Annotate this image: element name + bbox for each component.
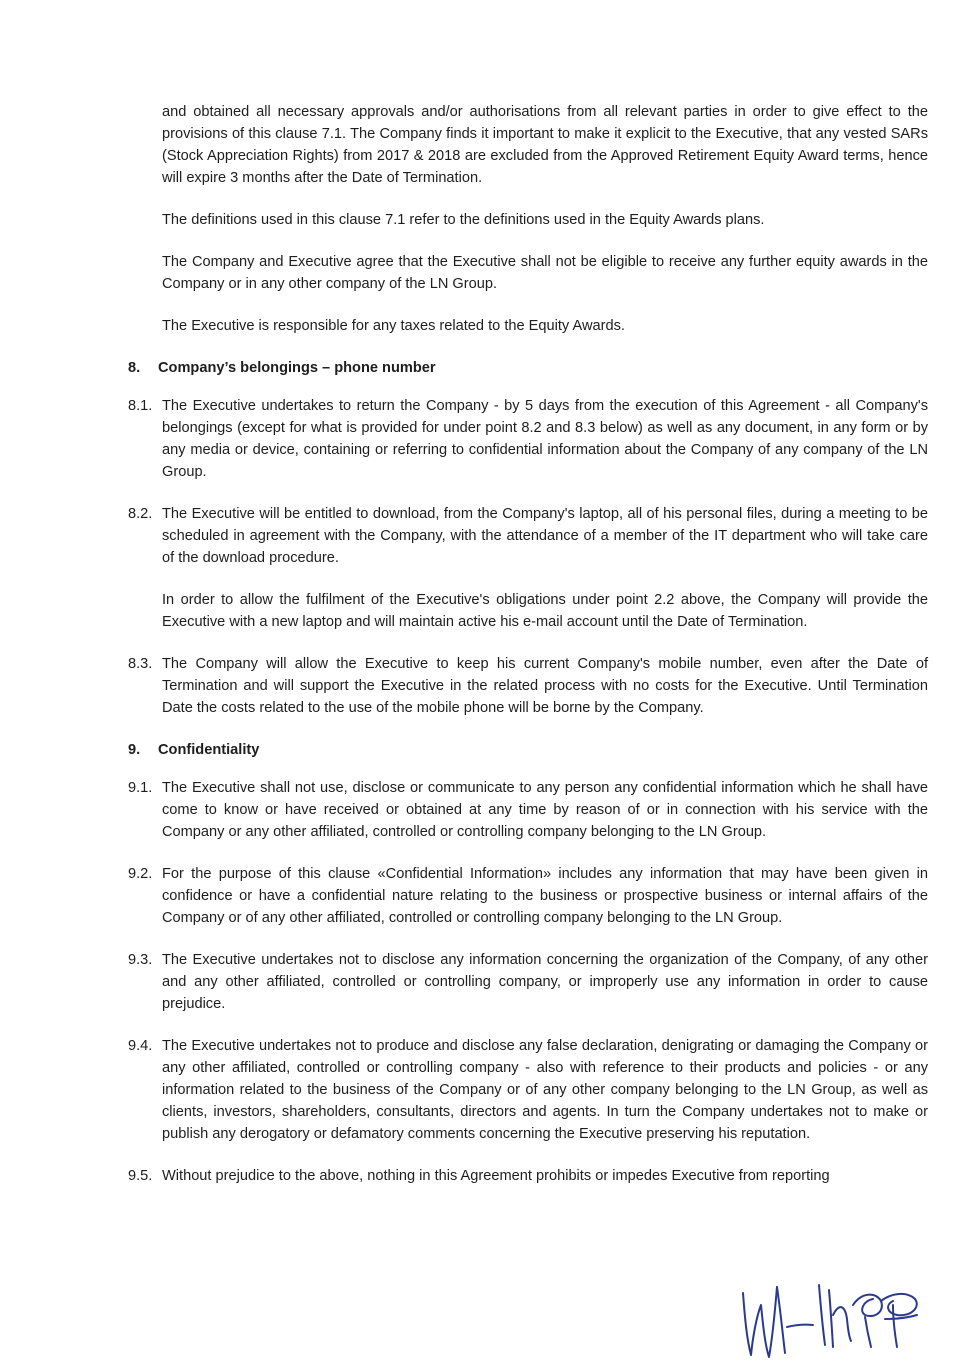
signature-stroke [881,1294,917,1315]
clause-text: Without prejudice to the above, nothing in this Agreement prohibits or impedes Executive from reporting [162,1168,830,1184]
clause-number: 8.3. [128,656,153,672]
clause-text: The Executive undertakes to return the Company - by 5 days from the execution of this Agreement - all Company's belongings (except for what is provided for under point 8.2 and 8.3 below) as well as any document, in any form or by any media or device, containing or referring to confidential information about the Company of any company of the LN Group. [162,398,928,480]
signature-stroke [777,1287,785,1353]
clause-number: 8.2. [128,506,153,522]
clause-9-2 [128,863,928,929]
clause-number: 9.3. [128,952,153,968]
signature-stroke [865,1317,871,1347]
signature-stroke [853,1295,882,1316]
clause-8-3 [128,653,928,719]
intro-paragraph: and obtained all necessary approvals and/or authorisations from all relevant parties in order to give effect to the provisions of this clause 7.1. The Company finds it important to make it explicit to the Executive, that any vested SARs (Stock Appreciation Rights) from 2017 & 2018 are excluded from the Approved Retirement Equity Award terms, hence will expire 3 months after the Date of Termination. [162,104,928,186]
signature-stroke [819,1285,825,1345]
clause-number: 9.5. [128,1168,153,1184]
clause-9-5 [128,1165,928,1187]
clause-text: In order to allow the fulfilment of the Executive's obligations under point 2.2 above, the Company will provide the Executive with a new laptop and will maintain active his e-mail account until the Date of Termination. [162,592,928,630]
signature-stroke [787,1325,813,1327]
signature-stroke [893,1305,897,1347]
section-title: Company’s belongings – phone number [158,360,436,376]
section-title: Confidentiality [158,742,260,758]
clause-text: The Executive undertakes not to produce and disclose any false declaration, denigrating or damaging the Company or any other affiliated, controlled or controlling company - also with reference to their products and policies - or any information related to the business of the Company or of any other company belonging to the LN Group, as well as clients, investors, shareholders, consultants, directors and agents. In turn the Company undertakes not to make or publish any derogatory or defamatory comments concerning the Executive preserving his reputation. [162,1038,928,1142]
clause-9-3 [128,949,928,1015]
signature-strokes [743,1285,917,1357]
clause-number: 8.1. [128,398,153,414]
intro-paragraph: The Executive is responsible for any taxes related to the Equity Awards. [162,318,625,334]
signature-stroke [829,1290,833,1347]
section-9-heading [128,739,928,761]
section-8-heading [128,357,928,379]
intro-paragraph: The Company and Executive agree that the Executive shall not be eligible to receive any further equity awards in the Company or in any other company of the LN Group. [162,254,928,292]
document-body [128,101,928,1207]
clause-text: The Company will allow the Executive to keep his current Company's mobile number, even after the Date of Termination and will support the Executive in the related process with no costs for the Executive. Until Termination Date the costs related to the use of the mobile phone will be borne by the Company. [162,656,928,716]
clause-text: The Executive will be entitled to download, from the Company's laptop, all of his personal files, during a meeting to be scheduled in agreement with the Company, with the attendance of a member of the IT department who will take care of the download procedure. [162,506,928,566]
clause-9-1 [128,777,928,843]
section-number: 8. [128,360,141,376]
clause-text: The Executive shall not use, disclose or communicate to any person any confidential information which he shall have come to know or have received or obtained at any time by reason of or in connection with his service with the Company or any other affiliated, controlled or controlling company belonging to the LN Group. [162,780,928,840]
clause-8-2 [128,503,928,633]
clause-9-4 [128,1035,928,1145]
signature-stroke [833,1307,851,1341]
signature-stroke [743,1287,777,1357]
clause-number: 9.4. [128,1038,153,1054]
intro-paragraph: The definitions used in this clause 7.1 refer to the definitions used in the Equity Awards plans. [162,212,765,228]
clause-text: For the purpose of this clause «Confidential Information» includes any information that may have been given in confidence or have a confidential nature relating to the business or prospective business or internal affairs of the Company or of any other affiliated, controlled or controlling company belonging to the LN Group. [162,866,928,926]
clause-number: 9.2. [128,866,153,882]
clause-text: The Executive undertakes not to disclose any information concerning the organization of the Company, of any other and any other affiliated, controlled or controlling company, or improperly use any information in order to cause prejudice. [162,952,928,1012]
clause-number: 9.1. [128,780,153,796]
clause-8-1 [128,395,928,483]
handwritten-signature [735,1275,930,1360]
section-number: 9. [128,742,141,758]
